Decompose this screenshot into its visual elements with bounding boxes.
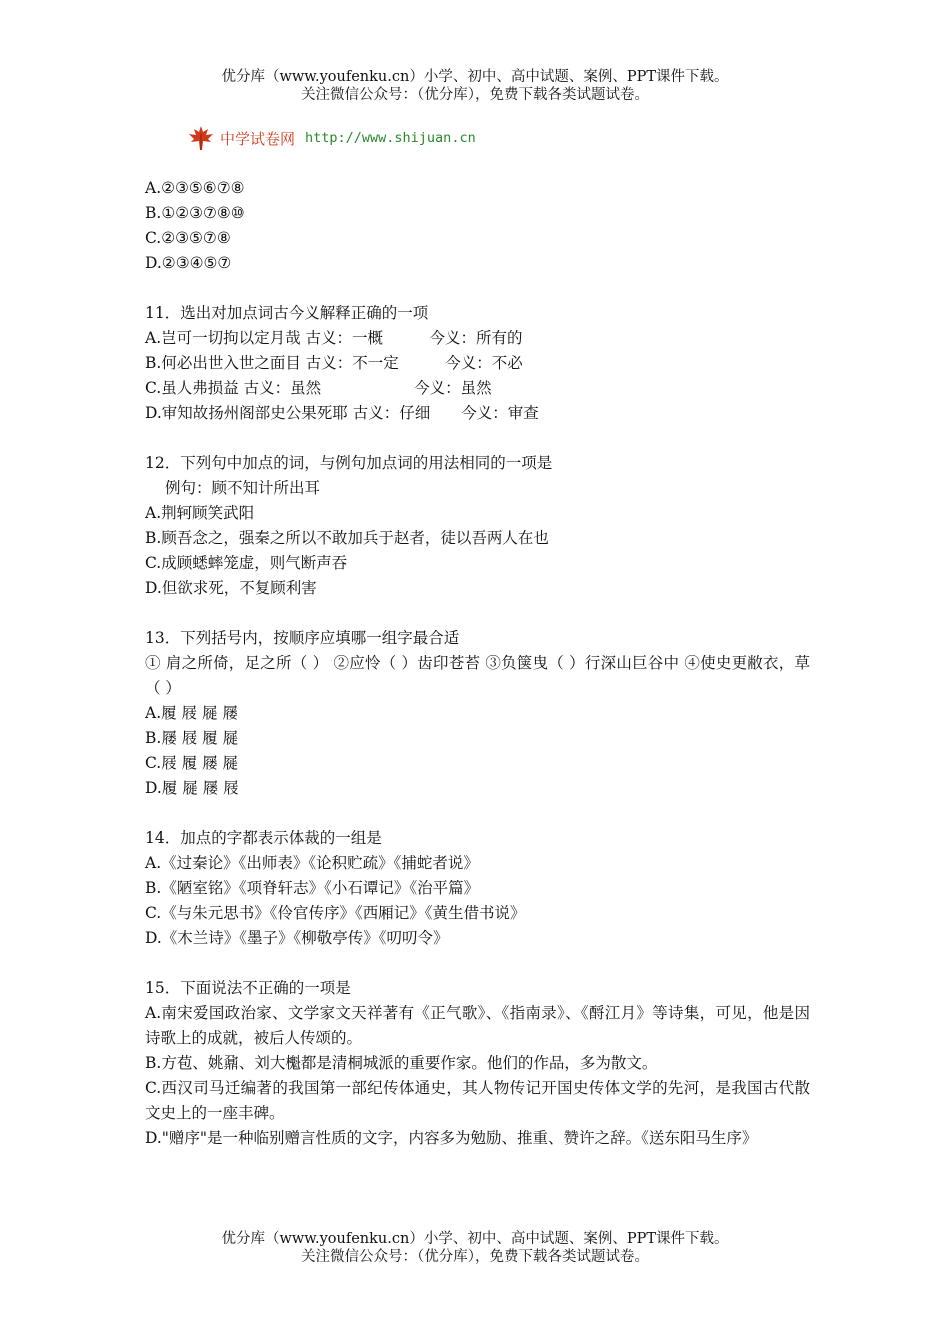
site-logo[interactable] bbox=[186, 124, 476, 152]
q13-stem: 13．下列括号内，按顺序应填哪一组字最合适 bbox=[145, 629, 460, 647]
q13-body: ① 肩之所倚，足之所（ ） ②应怜（ ）齿印苍苔 ③负箧曳（ ）行深山巨谷中 ④使史更敝衣，草（ ） bbox=[145, 654, 810, 697]
q12-option-d: D.但欲求死，不复顾利害 bbox=[145, 579, 317, 597]
logo-text: 中学试卷网 bbox=[220, 129, 296, 148]
q10-option-a: A.②③⑤⑥⑦⑧ bbox=[145, 179, 245, 197]
q12-option-a: A.荆轲顾笑武阳 bbox=[145, 504, 255, 522]
footer-line-1: 优分库（www.youfenku.cn）小学、初中、高中试题、案例、PPT课件下载。 bbox=[221, 1231, 729, 1247]
q12-option-b: B.顾吾念之，强秦之所以不敢加兵于赵者，徒以吾两人在也 bbox=[145, 529, 549, 547]
q11-option-b: B.何必出世入世之面目 古义：不一定 今义：不必 bbox=[145, 354, 523, 372]
exam-content bbox=[145, 176, 810, 1151]
question-12 bbox=[145, 451, 810, 601]
question-13 bbox=[145, 626, 810, 801]
logo-url[interactable]: http://www.shijuan.cn bbox=[305, 130, 476, 146]
page-footer bbox=[0, 1230, 950, 1266]
q11-option-d: D.审知故扬州阁部史公果死耶 古义：仔细 今义：审查 bbox=[145, 404, 539, 422]
header-line-1: 优分库（www.youfenku.cn）小学、初中、高中试题、案例、PPT课件下载。 bbox=[221, 69, 729, 85]
question-11 bbox=[145, 301, 810, 426]
question-14 bbox=[145, 826, 810, 951]
q12-example: 例句：顾不知计所出耳 bbox=[165, 479, 321, 497]
q14-option-b: B.《陋室铭》《项脊轩志》《小石谭记》《治平篇》 bbox=[145, 879, 480, 897]
header-line-2: 关注微信公众号：（优分库），免费下载各类试题试卷。 bbox=[301, 87, 649, 103]
q13-option-b: B.屦 屐 履 屣 bbox=[145, 729, 239, 747]
q10-option-d: D.②③④⑤⑦ bbox=[145, 254, 232, 272]
q14-option-d: D.《木兰诗》《墨子》《柳敬亭传》《叨叨令》 bbox=[145, 929, 449, 947]
page-header bbox=[0, 68, 950, 104]
q15-option-a: A.南宋爱国政治家、文学家文天祥著有《正气歌》、《指南录》、《酹江月》等诗集，可见，他是因诗歌上的成就，被后人传颂的。 bbox=[145, 1004, 810, 1047]
q14-option-c: C.《与朱元思书》《伶官传序》《西厢记》《黄生借书说》 bbox=[145, 904, 526, 922]
q11-option-c: C.虽人弗损益 古义：虽然 今义：虽然 bbox=[145, 379, 492, 397]
q12-option-c: C.成顾蟋蟀笼虚，则气断声吞 bbox=[145, 554, 348, 572]
question-15 bbox=[145, 976, 810, 1151]
q15-option-d: D."赠序"是一种临别赠言性质的文字，内容多为勉励、推重、赞许之辞。《送东阳马生序》 bbox=[145, 1129, 758, 1147]
q12-stem: 12．下列句中加点的词，与例句加点词的用法相同的一项是 bbox=[145, 454, 553, 472]
q11-stem: 11．选出对加点词古今义解释正确的一项 bbox=[145, 304, 429, 322]
q15-option-c: C.西汉司马迁编著的我国第一部纪传体通史，其人物传记开国史传体文学的先河，是我国古代散文史上的一座丰碑。 bbox=[145, 1079, 810, 1122]
q14-stem: 14．加点的字都表示体裁的一组是 bbox=[145, 829, 382, 847]
q10-option-b: B.①②③⑦⑧⑩ bbox=[145, 204, 245, 222]
maple-leaf-icon bbox=[186, 124, 216, 152]
q15-option-b: B.方苞、姚鼐、刘大櫆都是清桐城派的重要作家。他们的作品，多为散文。 bbox=[145, 1054, 658, 1072]
q10-options bbox=[145, 176, 810, 276]
q13-option-a: A.履 屐 屣 屦 bbox=[145, 704, 238, 722]
q13-option-d: D.履 屣 屦 屐 bbox=[145, 779, 239, 797]
q10-option-c: C.②③⑤⑦⑧ bbox=[145, 229, 231, 247]
footer-line-2: 关注微信公众号：（优分库），免费下载各类试题试卷。 bbox=[301, 1249, 649, 1265]
q14-option-a: A.《过秦论》《出师表》《论积贮疏》《捕蛇者说》 bbox=[145, 854, 479, 872]
q15-stem: 15．下面说法不正确的一项是 bbox=[145, 979, 351, 997]
q13-option-c: C.屐 履 屦 屣 bbox=[145, 754, 239, 772]
q11-option-a: A.岂可一切拘以定月哉 古义：一概 今义：所有的 bbox=[145, 329, 523, 347]
